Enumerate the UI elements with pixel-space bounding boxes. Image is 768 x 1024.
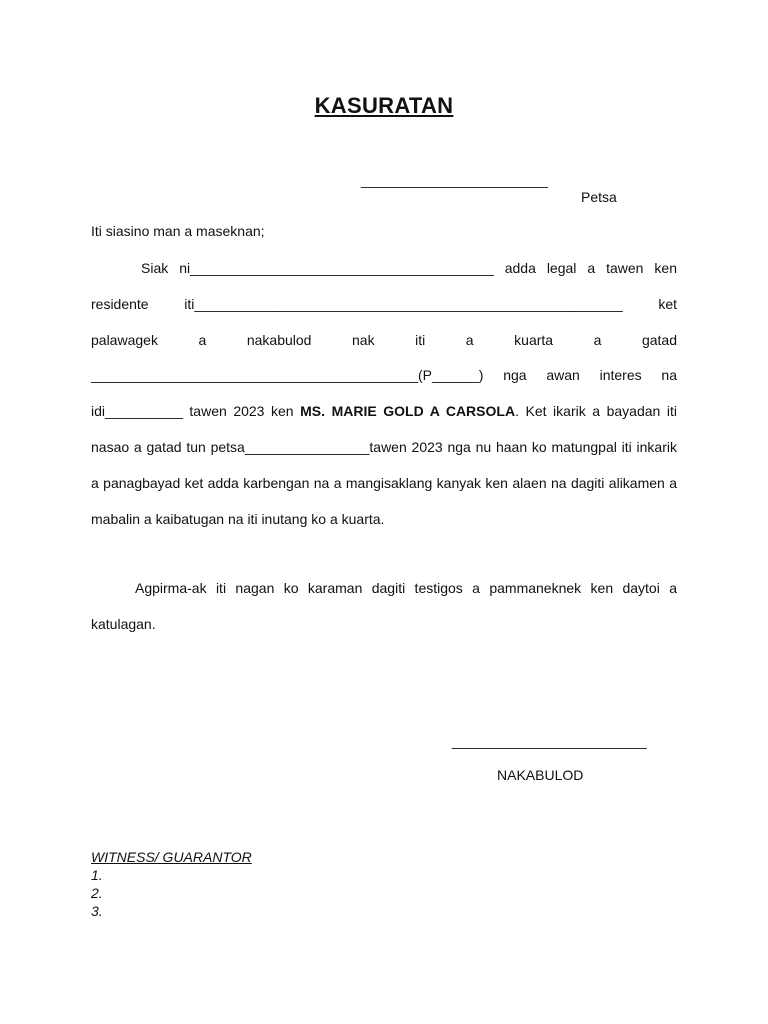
witness-section [91,848,252,920]
witness-item: 2. [91,885,103,901]
document-title: KASURATAN [314,93,454,118]
signing-paragraph [91,570,677,642]
date-label: Petsa [581,189,617,205]
signing-text: Agpirma-ak iti nagan ko karaman dagiti testigos a pammaneknek ken daytoi a katulagan. [91,580,677,632]
witness-title: WITNESS/ GUARANTOR [91,849,252,865]
agreement-paragraph [91,251,677,537]
witness-item: 1. [91,867,103,883]
signature-blank-line: _________________________ [452,733,647,749]
signature-label: NAKABULOD [497,767,584,783]
witness-item: 3. [91,903,103,919]
agreement-text-part2: . Ket ikarik a bayadan iti nasao a gatad tun petsa________________tawen 2023 nga nu haan ko matungpal iti inkarik a panagbayad ket adda karbengan na a mangisaklang kanyak ken alaen na dagiti alikamen a mabalin a kaibatugan na iti inutang ko a kuarta. [91,403,677,527]
lender-name: MS. MARIE GOLD A CARSOLA [300,403,516,420]
agreement-text-part1: Siak ni_______________________________________ adda legal a tawen ken residente iti_______________________________________________________ ket palawagek a nakabulod nak iti a kuarta a gatad __________________________________________(P______) nga awan interes na idi__________ tawen 2023 ken [91,260,677,420]
date-blank-line: ________________________ [361,172,548,188]
salutation: Iti siasino man a maseknan; [91,223,265,239]
